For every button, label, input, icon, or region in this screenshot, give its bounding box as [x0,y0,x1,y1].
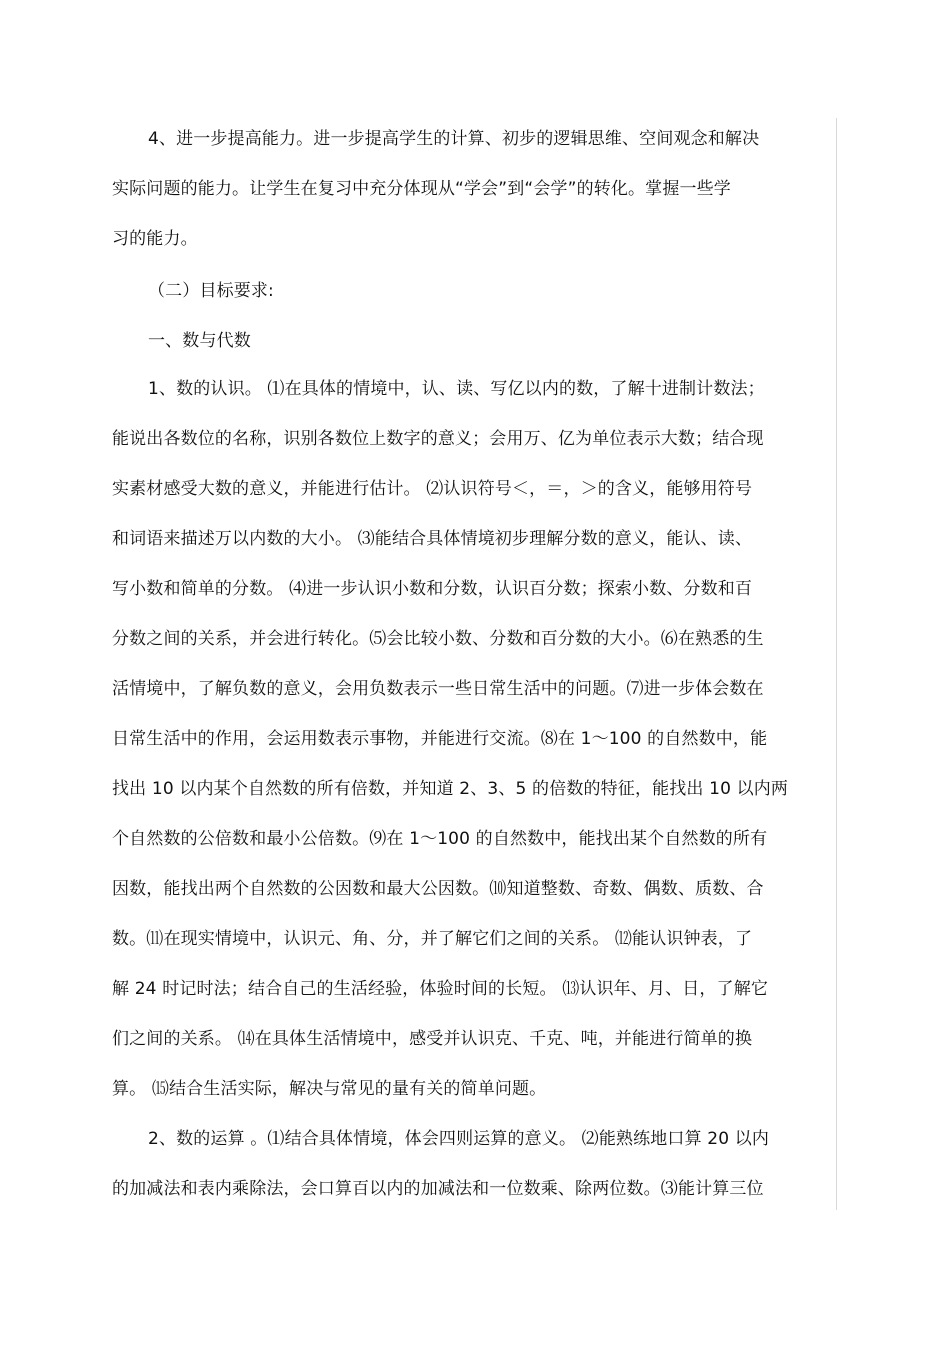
paragraph-line: 个自然数的公倍数和最小公倍数。⑼在 1～100 的自然数中，能找出某个自然数的所有 [112,829,768,849]
paragraph-line: 分数之间的关系，并会进行转化。⑸会比较小数、分数和百分数的大小。⑹在熟悉的生 [112,629,764,649]
paragraph-line: 4、进一步提高能力。进一步提高学生的计算、初步的逻辑思维、空间观念和解决 [148,129,760,149]
paragraph-line: 找出 10 以内某个自然数的所有倍数，并知道 2、3、5 的倍数的特征，能找出 10 以内两 [112,779,789,799]
paragraph-line: 实素材感受大数的意义，并能进行估计。 ⑵认识符号＜，＝，＞的含义，能够用符号 [112,479,753,499]
section-heading: （二）目标要求: [148,281,274,301]
section-heading: 一、数与代数 [148,331,251,351]
paragraph-line: 写小数和简单的分数。 ⑷进一步认识小数和分数，认识百分数；探索小数、分数和百 [112,579,753,599]
paragraph-line: 解 24 时记时法；结合自己的生活经验，体验时间的长短。 ⒀认识年、月、日，了解它 [112,979,768,999]
paragraph-line: 习的能力。 [112,229,198,249]
paragraph-line: 们之间的关系。 ⒁在具体生活情境中，感受并认识克、千克、吨，并能进行简单的换 [112,1029,753,1049]
paragraph-line: 和词语来描述万以内数的大小。 ⑶能结合具体情境初步理解分数的意义，能认、读、 [112,529,753,549]
page-right-border [836,118,837,1210]
paragraph-line: 实际问题的能力。让学生在复习中充分体现从“学会”到“会学”的转化。掌握一些学 [112,179,731,199]
paragraph-line: 活情境中，了解负数的意义，会用负数表示一些日常生活中的问题。⑺进一步体会数在 [112,679,764,699]
paragraph-line: 数。⑾在现实情境中，认识元、角、分，并了解它们之间的关系。 ⑿能认识钟表，了 [112,929,753,949]
paragraph-line: 算。 ⒂结合生活实际，解决与常见的量有关的简单问题。 [112,1079,547,1099]
paragraph-line: 1、数的认识。 ⑴在具体的情境中，认、读、写亿以内的数，了解十进制计数法； [148,379,765,399]
paragraph-line: 因数，能找出两个自然数的公因数和最大公因数。⑽知道整数、奇数、偶数、质数、合 [112,879,764,899]
paragraph-line: 能说出各数位的名称，识别各数位上数字的意义；会用万、亿为单位表示大数；结合现 [112,429,764,449]
paragraph-line: 日常生活中的作用，会运用数表示事物，并能进行交流。⑻在 1～100 的自然数中，能 [112,729,768,749]
paragraph-line: 2、数的运算 。⑴结合具体情境，体会四则运算的意义。 ⑵能熟练地口算 20 以内 [148,1129,770,1149]
paragraph-line: 的加减法和表内乘除法，会口算百以内的加减法和一位数乘、除两位数。⑶能计算三位 [112,1179,764,1199]
